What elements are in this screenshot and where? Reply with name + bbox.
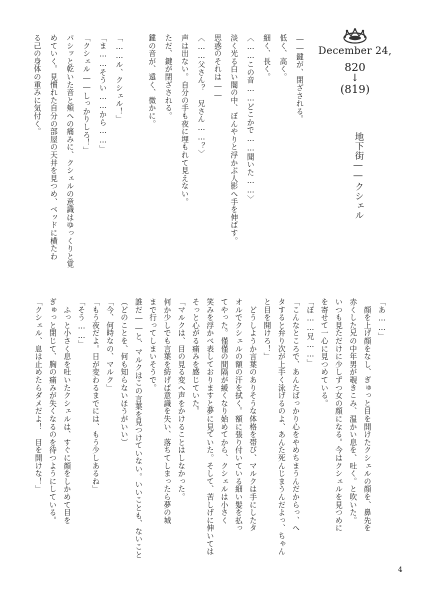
text-line: 淡く光る白い闇の中、ぼんやりと浮かぶ人影へ手を伸ばす。 bbox=[229, 34, 239, 245]
text-line: 「あ……」 bbox=[377, 298, 387, 341]
text-line: ぎゅっと閉じて、胸の痛みが失くなるのを待つようにしている。 bbox=[48, 298, 58, 525]
text-line: どうしようか言葉のありそうな体格を帯び、マルクは手にしたタ bbox=[248, 298, 258, 532]
text-line: 低く、高く。 bbox=[279, 34, 288, 81]
text-line: まで行ってしまいそうで。 bbox=[148, 298, 158, 392]
text-line: 「今、何時なの、マルク」 bbox=[105, 298, 115, 392]
text-line: 笑みを浮かべ表しておりますと夢に見ていた。そして、苦しげに伸いては bbox=[205, 298, 215, 556]
text-line: る己の身体の重みに気付く。 bbox=[33, 34, 42, 136]
text-line: 顔を上げ顔をなし、ぎゅっと目を開けたクシェルの顔を、鼻先を bbox=[363, 298, 373, 532]
text-line: 「クシェル――しっかりしろ！」 bbox=[82, 34, 92, 155]
text-line: 赤くした兄の中年男が覗きこみ、温かい息を、吐く。と吹いた。 bbox=[348, 298, 358, 525]
text-line: 「こんなところで、あんたばっかり心をやめちまうんだからっ、へ bbox=[291, 298, 301, 532]
text-line: 何か少しでも言葉を紡げば意識を失い、落ちてしまったら夢の城 bbox=[162, 298, 172, 525]
text-line: パシッと乾いた音と頬への痛みに、クシェルの意識はゆっくりと覚 bbox=[65, 34, 75, 268]
text-line: 「もう夜だよ。日が変わるまでには、もう少しあるね」 bbox=[91, 298, 101, 493]
text-line: オルでクシェルの額の汗を拭く。額に張り付いている細い髪を払っ bbox=[234, 298, 244, 532]
text-line: 声は出ない。自分の手も夜に埋もれて見えない。 bbox=[180, 34, 190, 206]
crown-ornament-icon bbox=[341, 28, 369, 44]
text-line: 「クシェル、息は止めたらダメだよ！ 目を開けな！」 bbox=[34, 298, 44, 493]
text-line: 〈……この音……どこかで……聞いた……〉 bbox=[246, 34, 256, 203]
text-line: 思惑のそれは―― bbox=[213, 34, 223, 100]
text-line: ふっと小さく息を吐いたクシェルは、すぐに顔をしかめて目を bbox=[62, 298, 72, 525]
text-line: 「マルクは、目の見る変へ声をかけることはしなかった。 bbox=[177, 298, 187, 501]
chapter-year: 820 bbox=[344, 61, 366, 74]
text-line: 「ま……そうい……から……」 bbox=[98, 34, 108, 153]
text-line: いつも見ただけに少しずつ女の顔になる。今はクシェルを見つめに bbox=[334, 298, 344, 532]
chapter-header bbox=[318, 28, 392, 96]
text-line: 〈……父さん？ 兄さん……？〉 bbox=[197, 34, 206, 158]
chapter-date: December 24, bbox=[318, 46, 392, 57]
chapter-year-alt: (819) bbox=[340, 83, 370, 96]
down-arrow-icon: ↓ bbox=[350, 73, 360, 84]
text-line: （どのことを、何も知らないほうがいい） bbox=[120, 298, 129, 447]
text-line: 細く、長く。 bbox=[262, 34, 272, 81]
text-line: てやった。僅僅の間隔が緩くなり始めてから、クシェルは小さく bbox=[220, 298, 230, 525]
chapter-title: 地下街――クシェル bbox=[353, 132, 363, 221]
text-line: 鍵の音が、遠く、微かに。 bbox=[147, 34, 157, 128]
text-line: 誰だ――と、マルクはこの言葉を見つけていない。いいことも、ないこと bbox=[134, 298, 144, 559]
text-line: 「……ル、クシェル！」 bbox=[115, 34, 124, 123]
text-line: ――鍵が、閉ざされる。 bbox=[295, 34, 305, 123]
text-line: タすると弁り次が上手く泳げるのよ、あんた死んじまうんだよっ、ちゃん bbox=[277, 298, 287, 556]
text-line: ただ、鍵が閉ざされる。 bbox=[164, 34, 174, 120]
text-line: を寄せて一心に見つめている。 bbox=[320, 298, 330, 408]
text-line: そっと心がる痛みを感じていた。 bbox=[191, 298, 201, 415]
text-line: 「ぼ……兄……」 bbox=[305, 298, 315, 367]
text-line: めていく。見慣れた自分の部屋の天井を見つめ、ベッドに横たわ bbox=[49, 34, 59, 261]
text-line: と目を開けろ！」 bbox=[263, 298, 272, 361]
page-number: 4 bbox=[398, 566, 403, 574]
text-line: 「そう……」 bbox=[77, 298, 87, 348]
